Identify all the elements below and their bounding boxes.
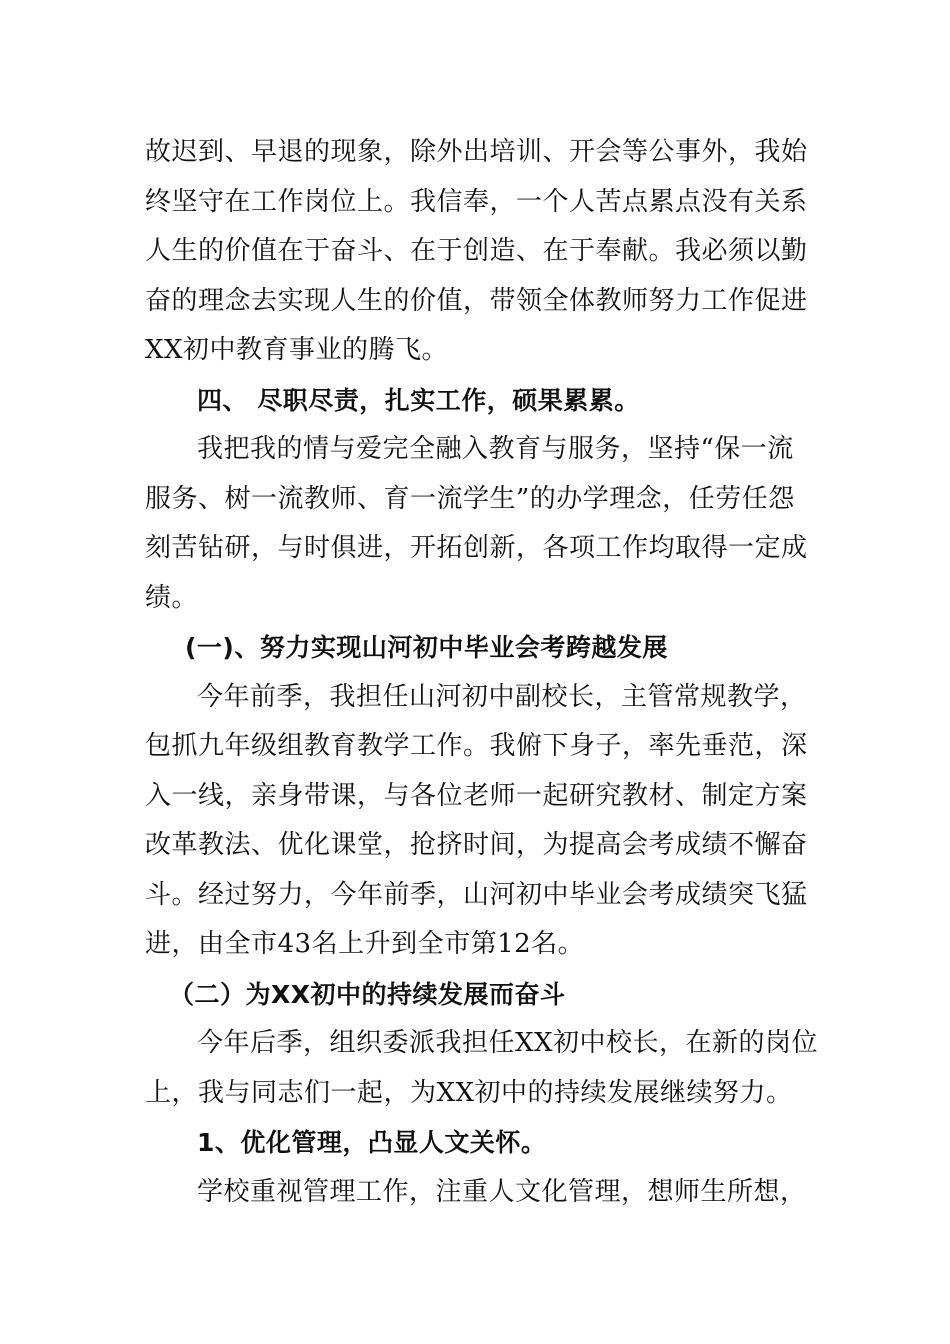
text-line: 进，由全市43名上升到全市第12名。 <box>145 929 585 959</box>
text-line: 今年后季，组织委派我担任XX初中校长，在新的岗位 <box>197 1028 819 1058</box>
text-line: 改革教法、优化课堂，抢挤时间，为提高会考成绩不懈奋 <box>145 830 808 860</box>
subsection-heading-1: (一)、努力实现山河初中毕业会考跨越发展 <box>185 633 668 662</box>
text-line: 斗。经过努力，今年前季，山河初中毕业会考成绩突飞猛 <box>145 879 808 910</box>
paragraph-xx-principal <box>145 1019 819 1118</box>
paragraph-dedication <box>145 425 810 623</box>
text-line: 奋的理念去实现人生的价值，带领全体教师努力工作促进 <box>145 285 808 316</box>
subsection-heading-2: （二）为XX初中的持续发展而奋斗 <box>169 979 566 1009</box>
text-line: 人生的价值在于奋斗、在于创造、在于奉献。我必须以勤 <box>145 236 808 266</box>
text-line: 上，我与同志们一起，为XX初中的持续发展继续努力。 <box>145 1077 793 1108</box>
text-line: 我把我的情与爱完全融入教育与服务，坚持“保一流 <box>197 434 794 464</box>
text-line: 入一线，亲身带课，与各位老师一起研究教材、制定方案 <box>145 780 808 811</box>
paragraph-attendance <box>145 128 810 376</box>
section-heading-4: 四、 尽职尽责，扎实工作，硕果累累。 <box>197 385 640 415</box>
text-line: 今年前季，我担任山河初中副校长，主管常规教学， <box>197 681 807 712</box>
text-line: XX初中教育事业的腾飞。 <box>145 335 449 365</box>
text-line: 终坚守在工作岗位上。我信奉，一个人苦点累点没有关系 <box>145 186 808 217</box>
text-line: 学校重视管理工作，注重人文化管理，想师生所想， <box>197 1176 807 1207</box>
item-heading-1: 1、优化管理，凸显人文关怀。 <box>197 1128 547 1157</box>
document-body <box>145 128 819 1217</box>
paragraph-shanhe-exam <box>145 673 810 970</box>
text-line: 服务、树一流教师、育一流学生”的办学理念，任劳任怨 <box>145 483 795 514</box>
text-line: 包抓九年级组教育教学工作。我俯下身子，率先垂范，深 <box>145 731 808 761</box>
text-line: 绩。 <box>145 582 199 613</box>
text-line: 刻苦钻研，与时俱进，开拓创新，各项工作均取得一定成 <box>145 533 808 563</box>
text-line: 故迟到、早退的现象，除外出培训、开会等公事外，我始 <box>145 137 808 167</box>
paragraph-management <box>145 1168 810 1218</box>
